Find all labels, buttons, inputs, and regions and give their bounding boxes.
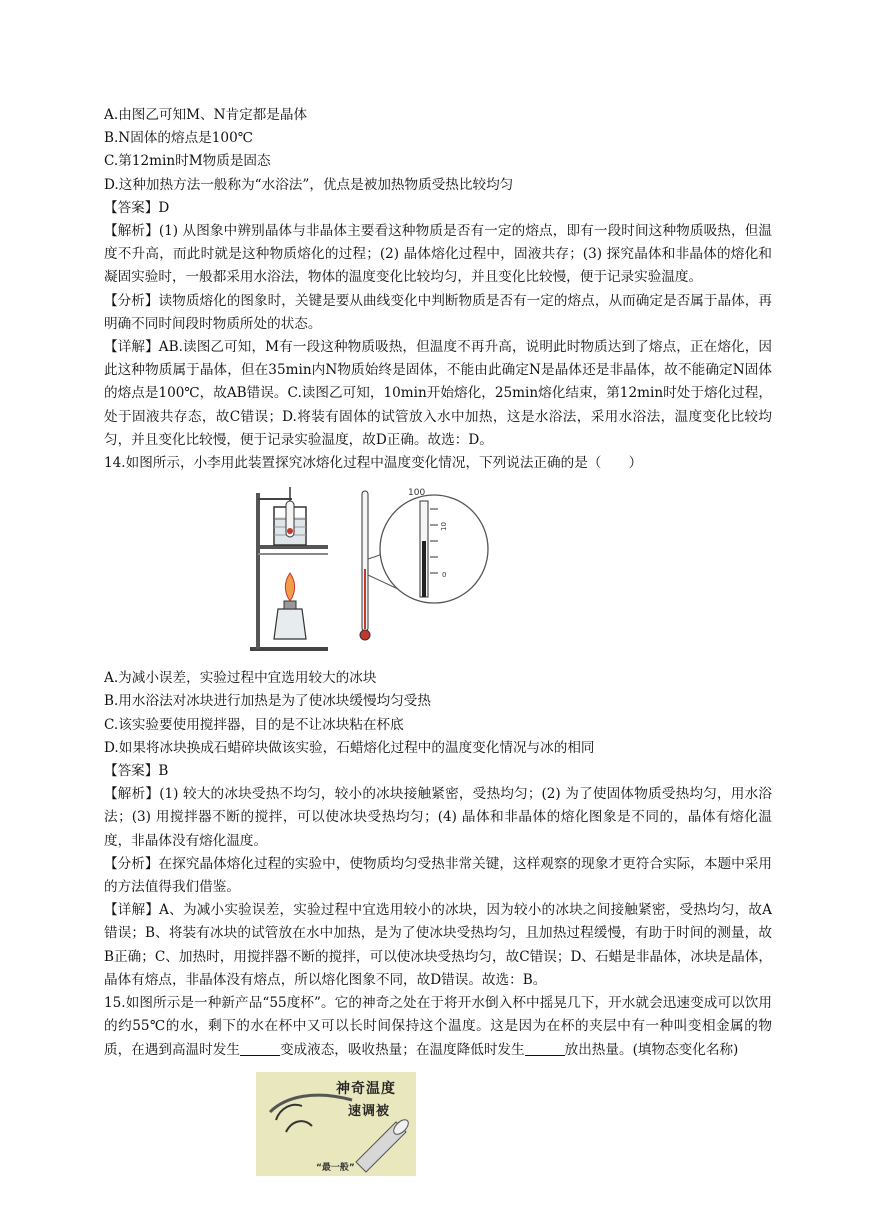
fenxi-text: 在探究晶体熔化过程的实验中，使物质均匀受热非常关键，这样观察的现象才更符合实际，本题中采用的方法值得我们借鉴。: [104, 855, 773, 896]
q13-analysis: [104, 220, 772, 290]
answer-blank-2[interactable]: [525, 1041, 565, 1056]
detail-tag: 【详解】: [104, 339, 159, 356]
q14-option-a: A.为减小误差，实验过程中宜选用较大的冰块: [104, 670, 377, 687]
water-bath-apparatus-illustration: [246, 479, 566, 661]
q13-fenxi: [104, 290, 772, 336]
q14-answer: 【答案】B: [104, 763, 169, 780]
q14-detail: [104, 899, 772, 992]
image-brand: “最一般”: [316, 1162, 355, 1173]
answer-blank-1[interactable]: [240, 1041, 280, 1056]
scale-label-0: 0: [442, 571, 447, 580]
q15-stem: [104, 992, 772, 1062]
analysis-tag: 【解析】: [104, 786, 160, 803]
q14-figure: [104, 479, 772, 661]
q15-stem-part-c: 放出热量。(填物态变化名称): [564, 1041, 739, 1058]
q15-stem-part-b: 变成液态，吸收热量；在温度降低时发生: [279, 1041, 525, 1058]
q14-option-d: D.如果将冰块换成石蜡碎块做该实验，石蜡熔化过程中的温度变化情况与冰的相同: [104, 739, 595, 756]
q15-stem-part-a: 15.如图所示是一种新产品“55度杯”。它的神奇之处在于将开水倒入杯中摇晃几下，开水就会迅速变成可以饮用的约55℃的水，剩下的水在杯中又可以长时间保持这个温度。这是因为在杯的夹层中有一种叫变相金属的物质，在遇到高温时发生: [104, 995, 772, 1058]
fenxi-tag: 【分析】: [104, 292, 159, 309]
q14-stem: 14.如图所示，小李用此装置探究冰熔化过程中温度变化情况，下列说法正确的是（ ）: [104, 455, 643, 472]
q13-option-a: A.由图乙可知M、N肯定都是晶体: [104, 107, 308, 123]
scale-label-100: 100: [408, 488, 426, 499]
analysis-tag: 【解析】: [104, 223, 159, 240]
fenxi-tag: 【分析】: [104, 855, 159, 872]
analysis-text: (1) 较大的冰块受热不均匀，较小的冰块接触紧密，受热均匀；(2) 为了使固体物质受热均匀，用水浴法；(3) 用搅拌器不断的搅拌，可以使冰块受热均匀；(4) 晶体和非晶体的熔化图象是不同的，晶体有熔化温度，非晶体没有熔化温度。: [104, 786, 772, 849]
detail-text: AB.读图乙可知，M有一段这种物质吸热，但温度不再升高，说明此时物质达到了熔点，正在熔化，因此这种物质属于晶体，但在35min内N物质始终是固体，不能由此确定N是晶体还是非晶体，故不能确定N固体的熔点是100℃，故AB错误。C.读图乙可知，10min开始熔化，25min熔化结束，第12min时处于熔化过程，处于固液共存态，故C错误；D.将装有固体的试管放入水中加热，这是水浴法，采用水浴法，温度变化比较均匀，并且变化比较慢，便于记录实验温度，故D正确。故选：D。: [104, 339, 773, 448]
scale-label-10: 10: [440, 522, 448, 532]
q13-option-c: C.第12min时M物质是固态: [104, 153, 271, 170]
q13-detail: [104, 336, 772, 452]
document-page: [104, 104, 772, 1178]
q13-option-b: B.N固体的熔点是100℃: [104, 130, 253, 147]
q14-analysis: [104, 783, 772, 853]
analysis-text: (1) 从图象中辨别晶体与非晶体主要看这种物质是否有一定的熔点，即有一段时间这种物质吸热，但温度不升高，而此时就是这种物质熔化的过程；(2) 晶体熔化过程中，固液共存；(3) 探究晶体和非晶体的熔化和凝固实验时，一般都采用水浴法，物体的温度变化比较均匀，并且变化比较慢，便于记录实验温度。: [104, 223, 773, 286]
image-caption-line1: 神奇温度: [336, 1080, 396, 1097]
q14-option-c: C.该实验要使用搅拌器，目的是不让冰块粘在杯底: [104, 716, 404, 733]
55-degree-cup-image: [256, 1072, 416, 1176]
q13-answer: 【答案】D: [104, 199, 170, 216]
detail-tag: 【详解】: [104, 902, 160, 919]
q14-fenxi: [104, 853, 772, 899]
fenxi-text: 读物质熔化的图象时，关键是要从曲线变化中判断物质是否有一定的熔点，从而确定是否属于晶体，再明确不同时间段时物质所处的状态。: [104, 292, 773, 332]
detail-text: A、为减小实验误差，实验过程中宜选用较小的冰块，因为较小的冰块之间接触紧密，受热均匀，故A错误；B、将装有冰块的试管放在水中加热，是为了使冰块受热均匀，且加热过程缓慢，有助于时间的测量，故B正确；C、加热时，用搅拌器不断的搅拌，可以使冰块受热均匀，故C错误；D、石蜡是非晶体，冰块是晶体，晶体有熔点，非晶体没有熔点，所以熔化图象不同，故D错误。故选：B。: [104, 902, 772, 988]
q14-option-b: B.用水浴法对冰块进行加热是为了使冰块缓慢均匀受热: [104, 693, 431, 710]
q13-option-d: D.这种加热方法一般称为“水浴法”，优点是被加热物质受热比较均匀: [104, 176, 514, 193]
q15-figure: [104, 1068, 772, 1178]
image-caption-line2: 速调被: [348, 1103, 391, 1119]
